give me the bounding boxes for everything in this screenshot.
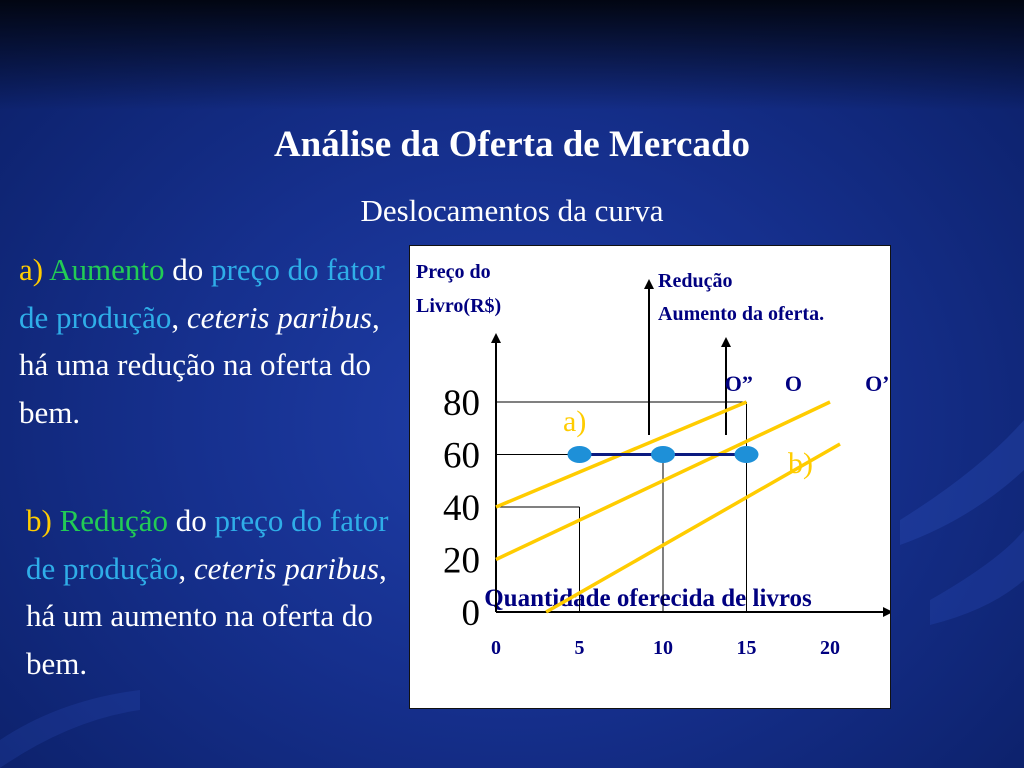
y-tick-label-0: 0 bbox=[461, 593, 480, 634]
marker-b: b) bbox=[26, 503, 52, 538]
highlight-point-1 bbox=[651, 446, 675, 463]
x-tick-label-0: 0 bbox=[491, 637, 501, 659]
highlight-word-b: Redução bbox=[59, 503, 169, 538]
slide-title: Análise da Oferta de Mercado bbox=[273, 124, 751, 165]
annotation-b: b) bbox=[788, 447, 813, 480]
factor-text-a-2: do fator de produção bbox=[19, 252, 385, 335]
x-tick-label-1: 5 bbox=[574, 637, 585, 659]
connector-a: do bbox=[164, 252, 212, 287]
slide-subtitle: Deslocamentos da curva bbox=[360, 193, 664, 228]
y-axis-label-line1: Preço do bbox=[416, 261, 491, 283]
x-axis-label: Quantidade oferecida de livros bbox=[484, 585, 812, 612]
factor-text-a-1: preço bbox=[211, 252, 280, 287]
annotation-a: a) bbox=[563, 405, 587, 438]
shift-note-line2: Aumento da oferta. bbox=[658, 303, 825, 325]
y-tick-label-4: 80 bbox=[443, 383, 480, 424]
rest-a: , há uma redução na oferta do bem. bbox=[19, 299, 380, 430]
highlight-word-a: Aumento bbox=[49, 252, 165, 287]
connector-b: do bbox=[168, 503, 215, 538]
x-tick-label-2: 10 bbox=[653, 637, 673, 659]
y-tick-label-3: 60 bbox=[443, 435, 480, 477]
highlight-point-0 bbox=[568, 446, 592, 463]
comma-a: , bbox=[171, 299, 180, 335]
paragraph-a bbox=[19, 246, 404, 436]
rest-b: , há um aumento na oferta do bem. bbox=[26, 550, 387, 681]
factor-text-b-1: preço bbox=[214, 503, 284, 538]
chart-panel bbox=[409, 245, 891, 709]
y-tick-label-1: 20 bbox=[443, 540, 480, 582]
y-axis-label-line2: Livro(R$) bbox=[416, 295, 502, 317]
ceteris-a: ceteris paribus bbox=[186, 299, 372, 335]
y-tick-label-2: 40 bbox=[443, 488, 480, 529]
series-label-1: O bbox=[784, 371, 803, 396]
paragraph-b bbox=[26, 497, 396, 687]
highlight-point-2 bbox=[735, 446, 759, 463]
comma-b: , bbox=[178, 550, 187, 586]
series-label-0: O” bbox=[724, 371, 753, 396]
shift-note-line1: Redução bbox=[658, 270, 733, 292]
ceteris-b: ceteris paribus bbox=[193, 550, 379, 586]
series-label-2: O’ bbox=[865, 371, 890, 396]
x-tick-label-3: 15 bbox=[736, 637, 757, 659]
x-tick-label-4: 20 bbox=[820, 637, 840, 659]
factor-text-b-2: do fator de produção bbox=[26, 503, 389, 586]
marker-a: a) bbox=[19, 252, 44, 287]
supply-chart bbox=[410, 246, 890, 708]
